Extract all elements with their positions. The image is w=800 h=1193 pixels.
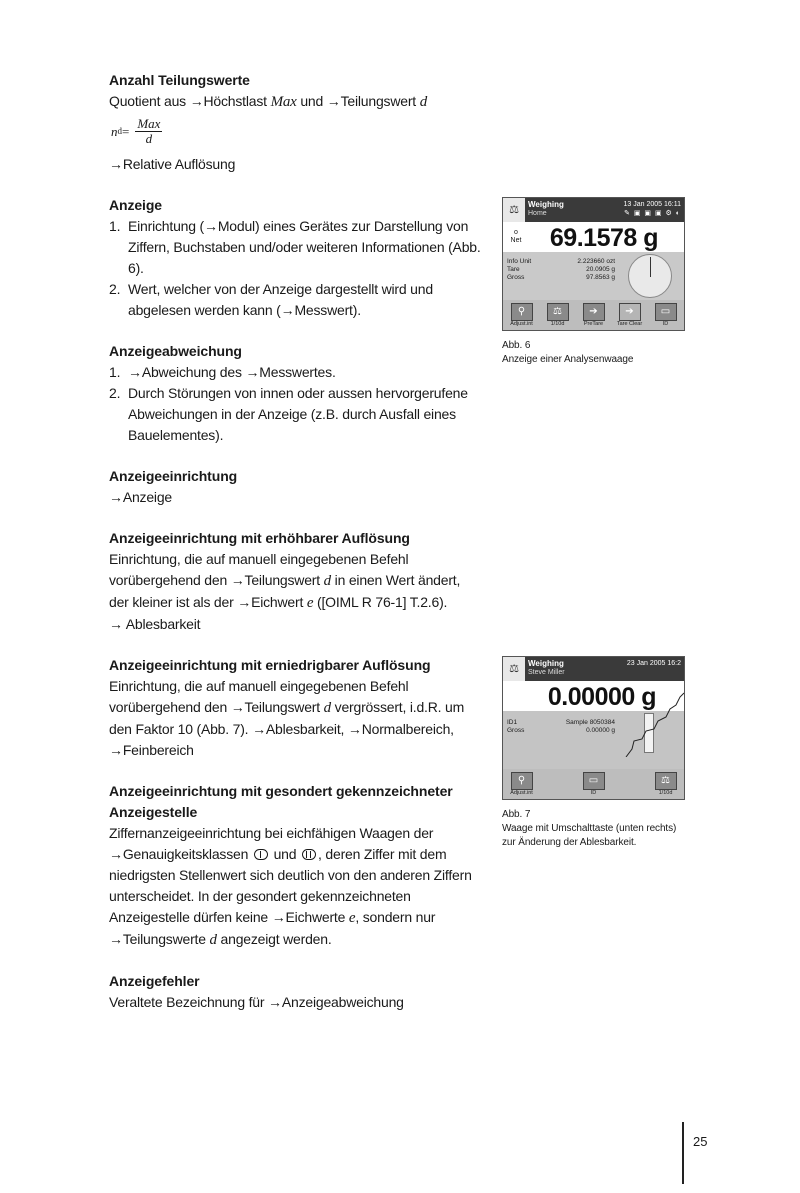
adjust-int-button[interactable]: ⚲ Adjust.int xyxy=(506,772,537,797)
arrow-icon: → xyxy=(189,93,204,109)
cross-reference: →Anzeige xyxy=(109,489,173,505)
entry-anzeigeabweichung xyxy=(109,341,481,446)
arrow-right-icon: ➔ xyxy=(583,303,605,321)
id-card-icon: ▭ xyxy=(583,772,605,790)
display-date: 13 Jan 2005 16:11 xyxy=(623,201,681,208)
arrow-icon: → xyxy=(109,156,123,172)
list-item: 2. Wert, welcher von der Anzeige dargestellt wird und abgelesen werden kann (→Messwert). xyxy=(109,281,433,318)
formula: n d = $\frac{\text{Max}}{d}$ xyxy=(111,116,161,146)
arrow-icon: → xyxy=(230,572,245,588)
status-icons: ✎ ▣ ▣ ▣ ⚙ ◐ xyxy=(624,210,681,217)
pretare-button[interactable]: ➔ PreTare xyxy=(578,303,609,328)
arrow-icon: → xyxy=(280,302,295,318)
info-row: Gross 97.8563 g xyxy=(507,274,615,281)
arrow-icon: → xyxy=(204,218,218,234)
entry-definition: Einrichtung, die auf manuell eingegebenen Befehl vorübergehend den →Teilungswert d in einen Wert ändert, der kleiner ist als der →Eichwert e ([OIML R 76-1] T.2.6). xyxy=(109,551,461,611)
accuracy-class-two-icon xyxy=(302,849,316,860)
cross-reference: → Ablesbarkeit xyxy=(109,616,201,632)
search-icon: ⚲ xyxy=(511,303,533,321)
entry-heading: Anzeige xyxy=(109,197,162,213)
tenth-d-button[interactable]: ⚖ 1/10d xyxy=(650,772,681,797)
list-item: 2. Durch Störungen von innen oder aussen hervorgerufene Abweichungen in der Anzeige (z.B. durch Ausfall eines Bauelementes). xyxy=(109,385,468,443)
dial-gauge xyxy=(628,254,672,298)
formula-fraction: $\frac{\text{Max}}{d}$ xyxy=(137,116,161,146)
list-item: 1. →Abweichung des →Messwertes. xyxy=(109,364,336,380)
scale-icon: ⚖ xyxy=(655,772,677,790)
entry-heading: Anzahl Teilungswerte xyxy=(109,72,250,88)
entry-definition: Veraltete Bezeichnung für →Anzeigeabweichung xyxy=(109,994,404,1010)
entry-anzeigefehler xyxy=(109,971,481,1013)
search-icon: ⚲ xyxy=(511,772,533,790)
entry-heading: Anzeigeeinrichtung mit erniedrigbarer Auflösung xyxy=(109,657,431,673)
info-row: ID1 Sample 8050384 xyxy=(507,719,615,726)
arrow-icon: → xyxy=(109,616,126,632)
entry-heading: Anzeigeeinrichtung mit gesondert gekennzeichneter Anzeigestelle xyxy=(109,783,453,820)
softkey-bar xyxy=(503,769,684,799)
arrow-icon: → xyxy=(326,93,341,109)
adjust-int-button[interactable]: ⚲ Adjust.int xyxy=(506,303,537,328)
arrow-icon: → xyxy=(245,364,260,380)
balance-display-screenshot xyxy=(502,197,685,331)
arrow-icon: → xyxy=(271,909,286,925)
arrow-icon: → xyxy=(109,931,123,947)
info-panel xyxy=(503,252,684,300)
weight-display: o Net 69.1578 g xyxy=(503,222,684,252)
weight-value: 0.00000 g xyxy=(547,683,656,711)
entry-heading: Anzeigeeinrichtung mit erhöhbarer Auflösung xyxy=(109,530,410,546)
arrow-right-icon: ➔ xyxy=(619,303,641,321)
id-card-icon: ▭ xyxy=(655,303,677,321)
entry-anzeigeeinrichtung xyxy=(109,466,481,508)
entry-erniedrigbare-aufloesung xyxy=(109,655,481,761)
info-row: Tare 20.0905 g xyxy=(507,266,615,273)
entry-anzeige xyxy=(109,195,481,321)
cross-reference: →Relative Auflösung xyxy=(109,156,236,172)
display-header: ⚖ Weighing Steve Miller 23 Jan 2005 16:2 xyxy=(503,657,684,681)
entry-anzahl-teilungswerte xyxy=(109,70,481,175)
entry-gesondert-gekennzeichnet xyxy=(109,781,481,951)
arrow-icon: → xyxy=(109,489,123,505)
arrow-icon: → xyxy=(230,699,245,715)
figure-caption: Abb. 7 Waage mit Umschalttaste (unten rechts) zur Änderung der Ablesbarkeit. xyxy=(502,809,677,848)
id-button[interactable]: ▭ ID xyxy=(650,303,681,328)
stability-icon: o xyxy=(514,229,518,236)
entry-definition: Ziffernanzeigeeinrichtung bei eichfähigen Waagen der →Genauigkeitsklassen und , deren Ziffer mit dem niedrigsten Stellenwert sich deutlich von den anderen Ziffern unterscheidet. In der gesondert gekennzeichneten Anzeigestelle dürfen keine →Eichwerte e, sondern nur →Teilungswerte d angezeigt werden. xyxy=(109,825,472,948)
entry-heading: Anzeigeeinrichtung xyxy=(109,468,238,484)
numbered-list xyxy=(109,362,481,446)
weight-value: 69.1578 g xyxy=(549,224,658,252)
scale-icon: ⚖ xyxy=(503,657,525,681)
accuracy-class-one-icon xyxy=(254,849,268,860)
arrow-icon: → xyxy=(128,364,142,380)
figure-6 xyxy=(502,197,685,367)
arrow-icon: → xyxy=(347,721,362,737)
glossary-column xyxy=(109,70,481,1033)
scale-icon: ⚖ xyxy=(503,198,525,222)
list-item: 1. Einrichtung (→Modul) eines Gerätes zur Darstellung von Ziffern, Buchstaben und/oder weiteren Informationen (Abb. 6). xyxy=(109,218,481,276)
entry-heading: Anzeigefehler xyxy=(109,973,200,989)
arrow-icon: → xyxy=(237,594,252,610)
entry-heading: Anzeigeabweichung xyxy=(109,343,242,359)
page-number: 25 xyxy=(693,1134,708,1149)
entry-definition: Quotient aus →Höchstlast Max und →Teilungswert d xyxy=(109,93,427,110)
numbered-list xyxy=(109,216,481,321)
scale-icon: ⚖ xyxy=(547,303,569,321)
info-row: Gross 0.00000 g xyxy=(507,727,615,734)
arrow-icon: → xyxy=(252,721,266,737)
zoom-callout-line xyxy=(624,657,684,757)
balance-display-screenshot xyxy=(502,656,685,800)
display-date: 23 Jan 2005 16:2 xyxy=(626,660,681,667)
figure-caption: Abb. 6 Anzeige einer Analysenwaage xyxy=(502,340,634,365)
entry-erhoehbare-aufloesung xyxy=(109,528,481,635)
info-row: Info Unit 2.223660 ozt xyxy=(507,258,615,265)
id-button[interactable]: ▭ ID xyxy=(578,772,609,797)
page-number-rule xyxy=(682,1122,684,1184)
tare-clear-button[interactable]: ➔ Tare Clear xyxy=(614,303,645,328)
arrow-icon: → xyxy=(109,846,123,862)
figure-7 xyxy=(502,656,685,850)
arrow-icon: → xyxy=(109,742,123,758)
tenth-d-button[interactable]: ⚖ 1/10d xyxy=(542,303,573,328)
display-header: ⚖ Weighing Home 13 Jan 2005 16:11 ✎ ▣ ▣ ▣ ⚙ ◐ xyxy=(503,198,684,222)
entry-definition: Einrichtung, die auf manuell eingegebenen Befehl vorübergehend den →Teilungswert d vergrössert, i.d.R. um den Faktor 10 (Abb. 7). →Ablesbarkeit, →Normalbereich, →Feinbereich xyxy=(109,678,465,758)
arrow-icon: → xyxy=(268,994,282,1010)
softkey-bar xyxy=(503,300,684,330)
